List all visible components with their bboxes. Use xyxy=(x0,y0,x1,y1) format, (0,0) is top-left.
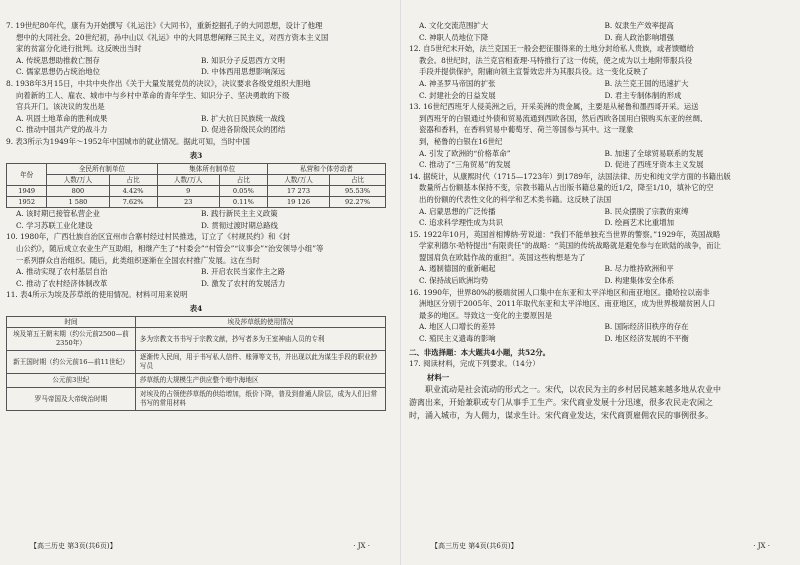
question-12 xyxy=(409,43,790,101)
table-header: 集体所有制单位 xyxy=(157,164,267,175)
option: D. 构建集体安全体系 xyxy=(604,276,674,286)
q9-line: 9. 表3所示为1949年～1952年中国城市的就业情况。据此可知，当时中国 xyxy=(6,136,250,146)
q7-line: 想中的大同社会。20世纪初，孙中山以《礼运》中的大同思想阐释三民主义，对西方资本主义国 xyxy=(16,32,329,42)
q13-line: 瓷器和香料，在香料贸易中葡萄牙、荷兰等国参与其中。这一现象 xyxy=(419,125,634,135)
table-row xyxy=(7,197,386,208)
q12-line: 手段并提供保护，附庸向领主宣誓效忠并为其服兵役。这一变化反映了 xyxy=(419,67,649,77)
table-subheader: 占比 xyxy=(109,175,157,186)
option: A. 巩固土地革命的胜利成果 xyxy=(16,113,108,123)
question-11 xyxy=(6,289,386,411)
table-subheader: 占比 xyxy=(330,175,386,186)
q14-options-row xyxy=(409,217,790,229)
question-7 xyxy=(6,20,386,78)
footer-mark: · JX · xyxy=(753,542,770,551)
option: D. 绘画艺术比重增加 xyxy=(604,218,674,228)
question-15 xyxy=(409,229,790,287)
table-cell: 埃及第五王朝末期（约公元前2500—前2350年） xyxy=(7,328,136,351)
material-title: 材料一 xyxy=(427,372,450,382)
table-4-title: 表4 xyxy=(189,303,203,313)
table-4 xyxy=(6,316,386,411)
table-cell: 7.62% xyxy=(109,197,157,208)
question-17: 17. 阅读材料，完成下列要求。（14分） xyxy=(409,359,540,369)
table-row xyxy=(7,351,386,374)
q13-options-row xyxy=(409,148,790,160)
q10-line: 山公约》，随后成立农业生产互助组，相继产生了“村委会”“村管会”“议事会”“治安领导小组”等 xyxy=(16,243,324,253)
table-header: 全民所有制单位 xyxy=(47,164,157,175)
q12-options-row xyxy=(409,78,790,90)
table-cell: 92.27% xyxy=(330,197,386,208)
q14-line: 出的份额的代表性文化的科学和艺术类书籍。这反映了法国 xyxy=(419,194,612,204)
table-cell: 逐渐传入民间，用于书写私人信件、账簿等文书，并出现以此为谋生手段的职业抄写员 xyxy=(135,351,385,374)
q8-line: 官兵开门。该决议的发出是 xyxy=(16,102,105,112)
q10-line: 一系列群众自治组织。随后，此类组织逐渐在全国农村推广发展。这在当时 xyxy=(16,255,260,265)
q9-options-row xyxy=(6,208,386,220)
material-text xyxy=(409,383,790,422)
table-3-title: 表3 xyxy=(189,150,203,160)
table-row xyxy=(7,388,386,411)
q14-line: 14. 据统计，从康熙时代（1715—1723年）到1789年，法国法律、历史和纯文学方面的书籍出版 xyxy=(409,171,731,181)
option: D. 地区经济发展的不平衡 xyxy=(604,334,689,344)
q8-options-row xyxy=(6,124,386,136)
q13-line: 到，秘鲁的白银在16世纪 xyxy=(419,136,503,146)
option: B. 加速了全球贸易联系的发展 xyxy=(604,148,704,158)
table-cell: 800 xyxy=(47,186,109,197)
q10-line: 10. 1980年，广西壮族自治区宜州市合寨村经过村民推选，订立了《村规民约》和《封 xyxy=(6,232,291,242)
q12-line: 教会。8世纪时，法兰克宫相查理·马特推行了这一传统，使之成为以土地附带服兵役 xyxy=(419,55,693,65)
option: A. 文化交流范围扩大 xyxy=(419,21,489,30)
option: A. 启蒙思想的广泛传播 xyxy=(419,206,496,216)
table-3 xyxy=(6,163,386,208)
option: C. 推动了农村经济体制改革 xyxy=(16,278,108,288)
option: C. 殖民主义遗毒的影响 xyxy=(419,334,496,344)
option: A. 遏制德国的重新崛起 xyxy=(419,264,496,274)
table-cell: 新王国时期（约公元前16—前11世纪） xyxy=(7,351,136,374)
right-page xyxy=(400,0,800,565)
q8-line: 8. 1938年3月15日，中共中央作出《关于大量发展党员的决议》，决议要求各级党组织大胆地 xyxy=(6,78,311,88)
table-cell: 0.05% xyxy=(219,186,267,197)
q13-line: 到西班牙的白银通过外债和贸易流通到西欧各国，然后西欧各国用白银购买东亚的丝绸、 xyxy=(419,113,708,123)
q7-options-row xyxy=(6,66,386,78)
table-cell: 公元前3世纪 xyxy=(7,374,136,388)
q13-line: 13. 16世纪西班牙人侵美洲之后，开采美洲的贵金属，主要是从秘鲁和墨西哥开采。运送 xyxy=(409,102,699,112)
q12-line: 12. 自5世纪末开始，法兰克国王一般会把征服得来的土地分封给私人贵族，或者馈赠给 xyxy=(409,44,694,54)
q16-line: 16. 1990年，世界80%的极端贫困人口集中在东亚和太平洋地区和南亚地区。撒哈拉以南非 xyxy=(409,287,710,297)
page-footer xyxy=(401,541,800,553)
option: B. 法兰克王国的迅速扩大 xyxy=(604,78,689,88)
q7-line: 7. 19世纪80年代，康有为开始撰写《礼运注》《大同书》，重新挖掘孔子的大同思想，设计了他理 xyxy=(6,21,323,30)
table-cell: 19 126 xyxy=(267,197,329,208)
q12-options-row xyxy=(409,90,790,102)
section-heading: 二、非选择题：本大题共4小题，共52分。 xyxy=(409,347,551,357)
footer-page-label: 【高三历史 第4页(共6页)】 xyxy=(431,542,518,551)
material-line: 时，涌入城市，为人佣力，谋求生计。宋代商业发达，宋代商贾雇佣农民的事例很多。 xyxy=(409,411,713,421)
material-line: 游离出来，开始兼职或专门从事手工生产。宋代商业发展十分迅速，很多农民走农闲之 xyxy=(409,398,713,408)
option: B. 践行新民主主义政策 xyxy=(201,209,278,219)
option: C. 学习苏联工业化建设 xyxy=(16,220,93,230)
table-cell: 4.42% xyxy=(109,186,157,197)
option: D. 促进各阶级民众的团结 xyxy=(201,125,286,135)
question-13 xyxy=(409,101,790,171)
q7-options-row xyxy=(6,55,386,67)
option: A. 传统思想助推救亡图存 xyxy=(16,55,100,65)
option: C. 追求科学理性成为共识 xyxy=(419,218,503,228)
q10-options-row xyxy=(6,278,386,290)
q15-options-row xyxy=(409,263,790,275)
question-10 xyxy=(6,231,386,289)
question-9 xyxy=(6,136,386,231)
option: C. 推动中国共产党的战斗力 xyxy=(16,125,108,135)
option: A. 神圣罗马帝国的扩张 xyxy=(419,78,496,88)
table-cell: 1 580 xyxy=(47,197,109,208)
q14-options-row xyxy=(409,206,790,218)
option: B. 民众摆脱了宗教的束缚 xyxy=(604,206,689,216)
question-16 xyxy=(409,287,790,345)
option: C. 神职人员地位下降 xyxy=(419,32,489,42)
table-subheader: 人数/万人 xyxy=(267,175,329,186)
option: D. 商人政治影响增强 xyxy=(604,32,674,42)
table-cell: 23 xyxy=(157,197,219,208)
table-cell: 1949 xyxy=(7,186,47,197)
q8-line: 向着新的工人、雇农、城市中与乡村中革命的青年学生、知识分子、坚决勇敢的下级 xyxy=(16,90,290,100)
option: A. 引发了欧洲的“价格革命” xyxy=(419,148,511,158)
table-subheader: 人数/万人 xyxy=(157,175,219,186)
q15-line: 盟国肩负在欧陆作战的重担”。英国这些构想是为了 xyxy=(419,252,586,262)
option: B. 开启农民当家作主之路 xyxy=(201,267,286,277)
q11-line: 11. 表4所示为埃及莎草纸的使用情况。材料可用来说明 xyxy=(6,290,188,300)
q11-options-row xyxy=(409,32,790,44)
q16-line: 最多的地区。导致这一变化的主要原因是 xyxy=(419,310,553,320)
option: B. 奴隶生产效率提高 xyxy=(604,21,674,30)
footer-mark: · JX · xyxy=(353,542,370,551)
table-cell: 1952 xyxy=(7,197,47,208)
q16-options-row xyxy=(409,321,790,333)
table-cell: 17 273 xyxy=(267,186,329,197)
q9-options-row xyxy=(6,220,386,232)
table-header: 私营和个体劳动者 xyxy=(267,164,385,175)
table-row xyxy=(7,186,386,197)
q10-options-row xyxy=(6,266,386,278)
option: C. 儒家思想仍占统治地位 xyxy=(16,67,100,77)
option: A. 推动实现了农村基层自治 xyxy=(16,267,108,277)
table-header: 时间 xyxy=(7,317,136,328)
option: A. 地区人口增长的差异 xyxy=(419,322,496,332)
q15-line: 15. 1922年10月，英国首相博纳·劳说道：“我们不能单独充当世界的警察。”1929年，英国战略 xyxy=(409,229,721,239)
table-cell: 莎草纸的大规模生产供应整个地中海地区 xyxy=(135,374,385,388)
option: C. 封建社会的日益发展 xyxy=(419,90,496,100)
table-cell: 对埃及的占领使莎草纸的供给增加，纸价下降，普及到普通人阶层，成为人们日常书写的常用材料 xyxy=(135,388,385,411)
table-cell: 0.11% xyxy=(219,197,267,208)
table-header: 埃及莎草纸的使用情况 xyxy=(135,317,385,328)
option: D. 贯彻过渡时期总路线 xyxy=(201,220,278,230)
footer-page-label: 【高三历史 第3页(共6页)】 xyxy=(30,542,117,551)
option: B. 国际经济旧秩序的存在 xyxy=(604,322,689,332)
q15-options-row xyxy=(409,275,790,287)
table-cell: 罗马帝国及大帝统治时期 xyxy=(7,388,136,411)
table-cell: 95.53% xyxy=(330,186,386,197)
table-subheader: 人数/万人 xyxy=(47,175,109,186)
q11-options-row xyxy=(409,20,790,32)
option: B. 扩大抗日民族统一战线 xyxy=(201,113,286,123)
table-row xyxy=(7,374,386,388)
option: C. 推动了“三角贸易”的发展 xyxy=(419,160,511,170)
question-8 xyxy=(6,78,386,136)
option: A. 该时期已接管私营企业 xyxy=(16,209,100,219)
material-line: 职业流动是社会流动的形式之一。宋代，以农民为主的乡村居民越来越多地从农业中 xyxy=(409,385,721,395)
option: B. 知识分子反思西方文明 xyxy=(201,55,286,65)
q15-line: 学家利德尔·哈特提出“有限责任”的战略：“英国的传统战略就是避免参与在欧陆的战争，而让 xyxy=(419,241,721,251)
option: D. 中体西用思想影响深远 xyxy=(201,67,286,77)
option: C. 保持战后欧洲均势 xyxy=(419,276,489,286)
q16-line: 洲地区分别于2005年、2011年取代东亚和太平洋地区、南亚地区，成为世界极端贫困人口 xyxy=(419,299,716,309)
option: D. 促进了西班牙资本主义发展 xyxy=(604,160,704,170)
question-14 xyxy=(409,171,790,229)
table-header: 年份 xyxy=(7,164,47,186)
table-cell: 多为宗教文书书写于宗教文献，抄写者多为王室神庙人员的专利 xyxy=(135,328,385,351)
option: D. 激发了农村的发展活力 xyxy=(201,278,286,288)
q8-options-row xyxy=(6,113,386,125)
option: D. 君主专制体制的形成 xyxy=(604,90,682,100)
q14-line: 数量所占份额基本保持不变，宗教书籍从占出版书籍总量的近1/2，降至1/10，填补它的空 xyxy=(419,183,714,193)
page-footer xyxy=(0,541,400,553)
table-cell: 9 xyxy=(157,186,219,197)
q13-options-row xyxy=(409,159,790,171)
table-row xyxy=(7,328,386,351)
q16-options-row xyxy=(409,333,790,345)
table-subheader: 占比 xyxy=(219,175,267,186)
option: B. 尽力维持欧洲和平 xyxy=(604,264,674,274)
q7-line: 家的贫富分化进行批判。这反映出当时 xyxy=(16,44,142,54)
